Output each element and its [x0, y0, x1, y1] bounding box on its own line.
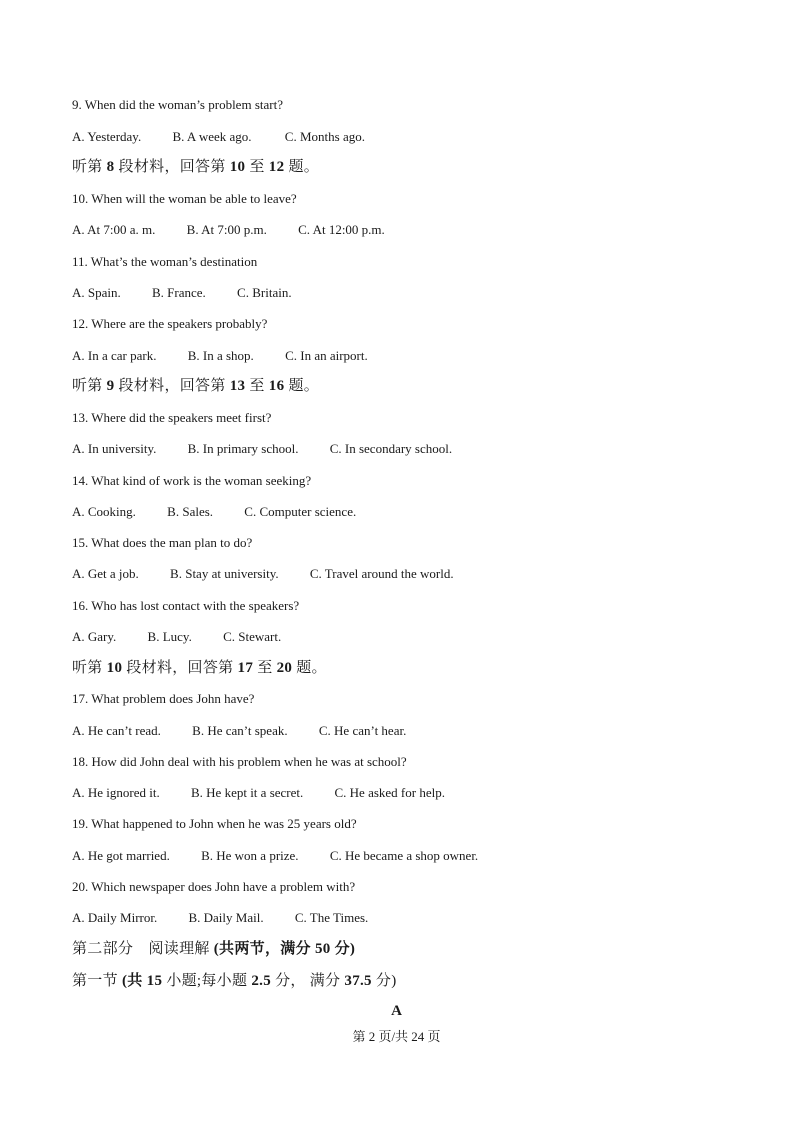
- section-heading-10: [72, 659, 327, 677]
- options-18: [72, 784, 445, 802]
- heading-number: 16: [268, 378, 285, 394]
- option-c: C. At 12:00 p.m.: [298, 222, 385, 237]
- part-title: 第二部分 阅读理解: [72, 941, 210, 957]
- option-b: B. He can’t speak.: [192, 723, 288, 738]
- heading-number: 12: [268, 159, 285, 175]
- heading-text: 至: [257, 660, 273, 676]
- points-each: 2.5: [251, 973, 271, 989]
- question-14: 14. What kind of work is the woman seeking?: [72, 473, 312, 488]
- section-heading-8: [72, 158, 319, 176]
- option-b: B. In a shop.: [187, 348, 254, 363]
- option-b: B. In primary school.: [187, 441, 299, 456]
- heading-text: 听第: [72, 660, 103, 676]
- options-17: [72, 722, 406, 740]
- question-19: 19. What happened to John when he was 25 years old?: [72, 816, 357, 831]
- question-15: 15. What does the man plan to do?: [72, 535, 253, 550]
- options-12: [72, 347, 368, 365]
- options-15: [72, 565, 454, 583]
- option-a: A. He ignored it.: [72, 785, 160, 800]
- question-11: 11. What’s the woman’s destination: [72, 254, 258, 269]
- option-b: B. Sales.: [167, 504, 214, 519]
- option-a: A. Get a job.: [72, 566, 139, 581]
- option-b: B. A week ago.: [172, 129, 252, 144]
- option-a: A. In university.: [72, 441, 157, 456]
- option-c: C. He became a shop owner.: [329, 848, 479, 863]
- option-a: A. Gary.: [72, 629, 117, 644]
- option-c: C. Months ago.: [284, 129, 365, 144]
- option-c: C. He can’t hear.: [318, 723, 407, 738]
- question-10: 10. When will the woman be able to leave?: [72, 191, 297, 206]
- options-9: [72, 128, 365, 146]
- option-c: C. Travel around the world.: [309, 566, 454, 581]
- section-detail: 分): [375, 973, 397, 989]
- question-13: 13. Where did the speakers meet first?: [72, 410, 272, 425]
- heading-number: 10: [106, 660, 123, 676]
- section-heading-9: [72, 377, 319, 395]
- option-c: C. Britain.: [237, 285, 292, 300]
- heading-text: 听第: [72, 378, 103, 394]
- page-footer: 第 2 页/共 24 页: [352, 1029, 441, 1044]
- part-two-heading: [72, 940, 355, 958]
- section-title: 第一节: [72, 973, 118, 989]
- heading-text: 段材料，回答第: [118, 159, 226, 175]
- question-12: 12. Where are the speakers probably?: [72, 316, 268, 331]
- option-c: C. Stewart.: [223, 629, 282, 644]
- option-b: B. Stay at university.: [170, 566, 279, 581]
- option-b: B. Lucy.: [147, 629, 192, 644]
- question-count: 15: [146, 973, 163, 989]
- options-14: [72, 503, 356, 521]
- heading-text: 题。: [296, 660, 327, 676]
- part-detail: 分): [334, 941, 356, 957]
- option-c: C. Computer science.: [244, 504, 357, 519]
- section-detail: (共: [121, 973, 143, 989]
- heading-number: 17: [237, 660, 254, 676]
- heading-text: 至: [249, 378, 265, 394]
- heading-number: 20: [276, 660, 293, 676]
- option-b: B. He won a prize.: [201, 848, 299, 863]
- option-a: A. At 7:00 a. m.: [72, 222, 156, 237]
- heading-number: 13: [229, 378, 246, 394]
- options-10: [72, 221, 385, 239]
- section-detail: 分， 满分: [275, 973, 341, 989]
- option-b: B. France.: [152, 285, 206, 300]
- option-b: B. At 7:00 p.m.: [186, 222, 267, 237]
- option-b: B. Daily Mail.: [188, 910, 264, 925]
- options-13: [72, 440, 452, 458]
- heading-text: 段材料，回答第: [126, 660, 234, 676]
- question-16: 16. Who has lost contact with the speakers?: [72, 598, 300, 613]
- option-a: A. Yesterday.: [72, 129, 142, 144]
- part-detail: (共两节，满分: [213, 941, 311, 957]
- section-total: 37.5: [344, 973, 372, 989]
- heading-text: 至: [249, 159, 265, 175]
- heading-text: 听第: [72, 159, 103, 175]
- option-c: C. The Times.: [294, 910, 369, 925]
- option-a: A. In a car park.: [72, 348, 157, 363]
- question-20: 20. Which newspaper does John have a problem with?: [72, 879, 356, 894]
- question-18: 18. How did John deal with his problem when he was at school?: [72, 754, 407, 769]
- option-a: A. He can’t read.: [72, 723, 161, 738]
- section-detail: 小题;每小题: [166, 973, 248, 989]
- option-a: A. Cooking.: [72, 504, 136, 519]
- heading-text: 题。: [288, 159, 320, 175]
- heading-text: 段材料，回答第: [118, 378, 226, 394]
- heading-text: 题。: [288, 378, 320, 394]
- passage-label: A: [391, 1003, 402, 1019]
- option-a: A. Spain.: [72, 285, 121, 300]
- heading-number: 10: [229, 159, 246, 175]
- question-17: 17. What problem does John have?: [72, 691, 255, 706]
- heading-number: 9: [106, 378, 115, 394]
- options-11: [72, 284, 292, 302]
- question-9: 9. When did the woman’s problem start?: [72, 97, 283, 112]
- options-16: [72, 628, 281, 646]
- options-20: [72, 909, 368, 927]
- options-19: [72, 847, 478, 865]
- option-c: C. In secondary school.: [329, 441, 453, 456]
- option-a: A. He got married.: [72, 848, 170, 863]
- option-c: C. In an airport.: [285, 348, 368, 363]
- heading-number: 8: [106, 159, 115, 175]
- option-c: C. He asked for help.: [334, 785, 445, 800]
- option-a: A. Daily Mirror.: [72, 910, 158, 925]
- option-b: B. He kept it a secret.: [190, 785, 304, 800]
- part-total-score: 50: [314, 941, 331, 957]
- section-one-heading: [72, 972, 397, 990]
